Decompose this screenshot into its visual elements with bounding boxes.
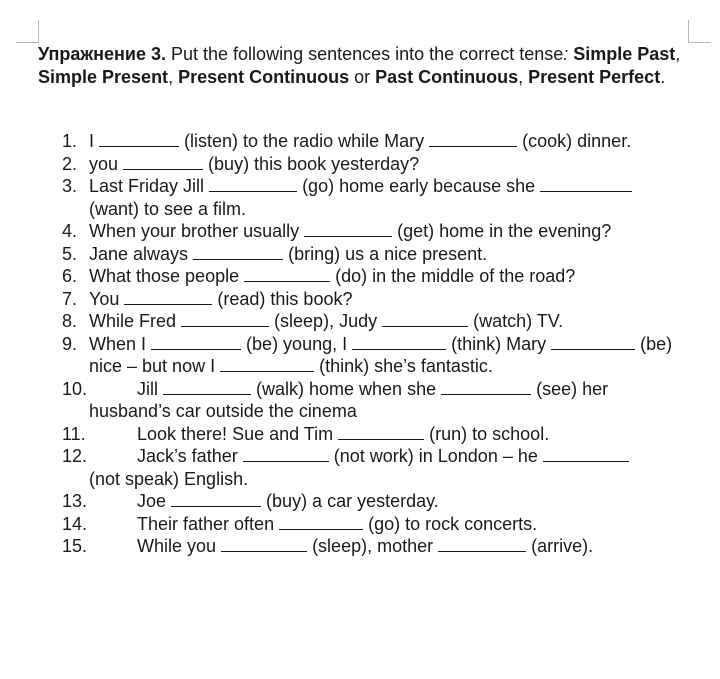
item-text: (buy) a car yesterday. bbox=[266, 491, 439, 511]
item-text: (buy) this book yesterday? bbox=[208, 153, 420, 174]
tense-separator: , bbox=[675, 44, 681, 64]
item-continuation: (not speak) English. bbox=[89, 468, 249, 489]
item-text: When I bbox=[89, 333, 152, 354]
item-text: (do) in the middle of the road? bbox=[335, 266, 576, 286]
item-number: 13. bbox=[62, 491, 88, 511]
answer-blank[interactable] bbox=[221, 536, 307, 552]
item-text: (be) young, I bbox=[246, 333, 353, 354]
tense-present-continuous: Present Continuous bbox=[178, 66, 350, 87]
item-number: 3. bbox=[62, 176, 78, 196]
answer-blank[interactable] bbox=[163, 379, 251, 395]
exercise-item-2 bbox=[62, 153, 702, 176]
item-text: While you bbox=[137, 536, 222, 556]
answer-blank[interactable] bbox=[124, 289, 212, 305]
item-text: (watch) TV. bbox=[473, 311, 564, 331]
item-text: Jill bbox=[137, 378, 163, 399]
exercise-item-15 bbox=[62, 535, 702, 558]
tense-separator: or bbox=[349, 66, 376, 87]
tense-past-continuous: Past Continuous bbox=[375, 66, 519, 87]
item-text: (bring) us a nice present. bbox=[288, 243, 488, 264]
item-text: (sleep), Judy bbox=[274, 311, 383, 331]
answer-blank[interactable] bbox=[304, 221, 392, 237]
item-text: (go) to rock concerts. bbox=[368, 513, 538, 534]
item-number: 11. bbox=[62, 423, 86, 444]
item-number: 6. bbox=[62, 266, 78, 286]
item-number: 5. bbox=[62, 243, 78, 264]
answer-blank[interactable] bbox=[429, 131, 517, 147]
crop-mark-top-left bbox=[16, 20, 39, 43]
item-text: (be) bbox=[640, 333, 673, 354]
item-number: 1. bbox=[62, 131, 78, 151]
item-text: What those people bbox=[89, 266, 245, 286]
item-number: 14. bbox=[62, 513, 88, 534]
item-text: Jack’s father bbox=[137, 446, 243, 466]
exercise-item-14 bbox=[62, 513, 702, 536]
tense-separator: , bbox=[168, 66, 179, 87]
item-number: 10. bbox=[62, 378, 88, 399]
item-text: (go) home early because she bbox=[302, 176, 541, 196]
exercise-item-9 bbox=[62, 333, 702, 378]
exercise-item-11 bbox=[62, 423, 702, 446]
exercise-item-7 bbox=[62, 288, 702, 311]
item-text: (not work) in London – he bbox=[333, 446, 543, 466]
exercise-list bbox=[62, 130, 702, 558]
exercise-label: Упражнение 3. bbox=[38, 44, 166, 64]
exercise-item-12 bbox=[62, 445, 702, 490]
tense-separator: , bbox=[518, 66, 529, 87]
item-continuation: (think) she’s fantastic. bbox=[319, 356, 493, 376]
crop-mark-top-right bbox=[688, 20, 711, 43]
item-number: 9. bbox=[62, 333, 78, 354]
item-continuation: (want) to see a film. bbox=[89, 198, 247, 219]
tense-present-perfect: Present Perfect bbox=[528, 66, 661, 87]
answer-blank[interactable] bbox=[151, 334, 241, 350]
item-number: 15. bbox=[62, 536, 88, 556]
exercise-item-4 bbox=[62, 220, 702, 243]
answer-blank[interactable] bbox=[244, 266, 330, 282]
answer-blank[interactable] bbox=[543, 446, 629, 462]
item-text: (arrive). bbox=[531, 536, 594, 556]
instruction-colon: : bbox=[563, 44, 569, 64]
item-text: (listen) to the radio while Mary bbox=[184, 131, 430, 151]
answer-blank[interactable] bbox=[181, 311, 269, 327]
tense-simple-present: Simple Present bbox=[38, 66, 169, 87]
item-text: (cook) dinner. bbox=[522, 131, 632, 151]
exercise-header bbox=[38, 43, 698, 88]
answer-blank[interactable] bbox=[123, 154, 203, 170]
item-number: 7. bbox=[62, 288, 78, 309]
answer-blank[interactable] bbox=[441, 379, 531, 395]
exercise-item-6 bbox=[62, 265, 702, 288]
item-text: Jane always bbox=[89, 243, 194, 264]
answer-blank[interactable] bbox=[438, 536, 526, 552]
item-text: Their father often bbox=[137, 513, 280, 534]
answer-blank[interactable] bbox=[193, 244, 283, 260]
item-text: (walk) home when she bbox=[256, 378, 442, 399]
item-continuation: nice – but now I bbox=[89, 356, 221, 376]
item-text: (think) Mary bbox=[451, 333, 552, 354]
answer-blank[interactable] bbox=[551, 334, 635, 350]
exercise-item-5 bbox=[62, 243, 702, 266]
exercise-item-8 bbox=[62, 310, 702, 333]
tense-simple-past: Simple Past bbox=[568, 44, 676, 64]
item-text: Last Friday Jill bbox=[89, 176, 210, 196]
item-text: I bbox=[89, 131, 100, 151]
item-number: 2. bbox=[62, 153, 78, 174]
answer-blank[interactable] bbox=[338, 424, 424, 440]
item-text: You bbox=[89, 288, 125, 309]
item-text: (get) home in the evening? bbox=[397, 221, 612, 241]
item-number: 8. bbox=[62, 311, 78, 331]
item-text: Look there! Sue and Tim bbox=[137, 423, 339, 444]
item-continuation: husband’s car outside the cinema bbox=[89, 401, 357, 421]
item-text: While Fred bbox=[89, 311, 182, 331]
answer-blank[interactable] bbox=[352, 334, 446, 350]
answer-blank[interactable] bbox=[279, 514, 363, 530]
answer-blank[interactable] bbox=[382, 311, 468, 327]
answer-blank[interactable] bbox=[220, 356, 314, 372]
answer-blank[interactable] bbox=[99, 131, 179, 147]
exercise-item-3 bbox=[62, 175, 702, 220]
item-text: (see) her bbox=[536, 378, 609, 399]
item-text: (sleep), mother bbox=[312, 536, 439, 556]
item-text: you bbox=[89, 153, 124, 174]
item-number: 12. bbox=[62, 446, 88, 466]
item-text: (read) this book? bbox=[217, 288, 353, 309]
item-text: When your brother usually bbox=[89, 221, 305, 241]
item-text: (run) to school. bbox=[429, 423, 550, 444]
exercise-item-1 bbox=[62, 130, 702, 153]
answer-blank[interactable] bbox=[209, 176, 297, 192]
answer-blank[interactable] bbox=[243, 446, 329, 462]
exercise-item-10 bbox=[62, 378, 702, 423]
item-text: Joe bbox=[137, 491, 172, 511]
answer-blank[interactable] bbox=[171, 491, 261, 507]
header-period: . bbox=[660, 66, 666, 87]
item-number: 4. bbox=[62, 221, 78, 241]
answer-blank[interactable] bbox=[540, 176, 632, 192]
instruction-text: Put the following sentences into the correct tense bbox=[166, 44, 564, 64]
exercise-item-13 bbox=[62, 490, 702, 513]
